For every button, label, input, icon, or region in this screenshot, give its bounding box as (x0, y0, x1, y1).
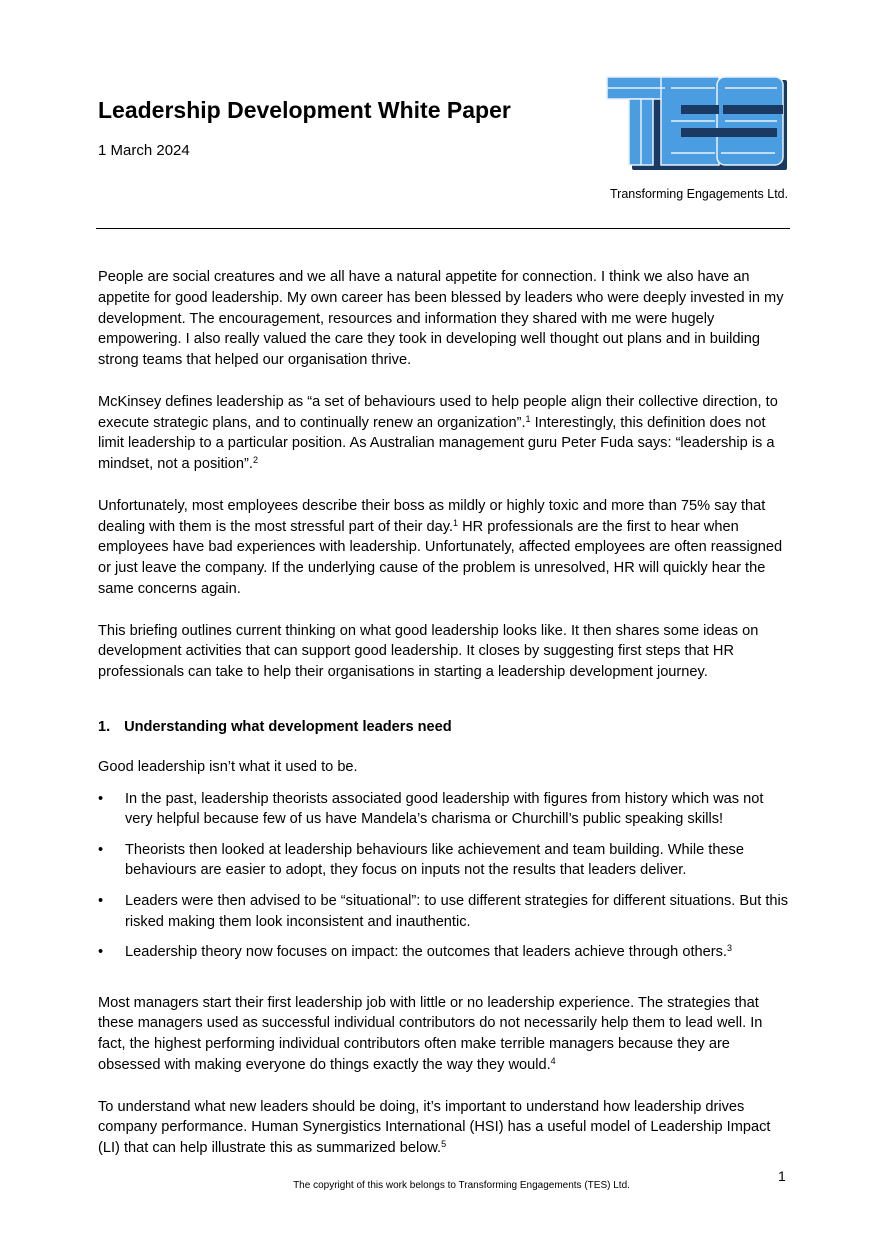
bullet-icon: • (98, 790, 104, 807)
bullet-list (98, 789, 790, 963)
paragraph-text: Interestingly, this definition does not limit leadership to a particular position. As Australian management guru Peter Fuda says: “leadership is a mindset, not a position”. (98, 414, 775, 473)
copyright-footer: The copyright of this work belongs to Transforming Engagements (TES) Ltd. (293, 1180, 630, 1191)
footnote-ref: 4 (550, 1056, 556, 1066)
paragraph-toxic-bosses (98, 496, 790, 600)
list-item (98, 942, 790, 963)
bullet-icon: • (98, 892, 104, 909)
footnote-ref: 2 (252, 455, 258, 466)
paragraph-intro: People are social creatures and we all have a natural appetite for connection. I think we also have an appetite for good leadership. My own career has been blessed by leaders who were deeply invested in my development. The encouragement, resources and information they shared with me were hugely empowering. I also really valued the care they took in developing well thought out plans and in building strong teams that helped our organisation thrive. (98, 269, 784, 369)
company-name: Transforming Engagements Ltd. (610, 187, 789, 201)
footnote-ref: 1 (453, 517, 459, 528)
list-item (98, 891, 790, 933)
footnote-ref: 5 (441, 1139, 447, 1150)
paragraph-hsi-model (98, 1097, 790, 1159)
document-date: 1 March 2024 (98, 142, 190, 159)
paragraph-text: Most managers start their first leadership job with little or no leadership experience. The strategies that these managers used as successful individual contributors do not necessarily help them to lead well. In fact, the highest performing individual contributors often make terrible managers because they are obsessed with making everyone do things exactly the way they would. (98, 994, 763, 1073)
list-item-text: In the past, leadership theorists associated good leadership with figures from history which was not very helpful because few of us have Mandela’s charisma or Churchill’s public speaking skills! (125, 790, 764, 828)
paragraph-text: To understand what new leaders should be doing, it’s important to understand how leadership drives company performance. Human Synergistics International (HSI) has a useful model of Leadership Impact (LI) that can help illustrate this as summarized below. (98, 1098, 771, 1157)
list-item (98, 840, 790, 882)
paragraph-text: HR professionals are the first to hear when employees have bad experiences with leadership. Unfortunately, affected employees are often reassigned or just leave the company. If the underlying cause of the problem is unresolved, HR will quickly hear the same concerns again. (98, 518, 783, 597)
tes-logo (605, 75, 787, 171)
list-item-text: Leadership theory now focuses on impact: the outcomes that leaders achieve through others. (125, 943, 727, 960)
document-title: Leadership Development White Paper (98, 97, 511, 123)
bullet-icon: • (98, 841, 104, 858)
paragraph-new-managers (98, 993, 790, 1076)
section-title: Understanding what development leaders need (124, 718, 452, 735)
list-item-text: Leaders were then advised to be “situational”: to use different strategies for different situations. But this risked making them look inconsistent and inauthentic. (125, 892, 789, 930)
section-number: 1. (98, 718, 111, 735)
section-intro: Good leadership isn’t what it used to be. (98, 758, 358, 775)
header-divider (96, 228, 790, 229)
paragraph-definition (98, 392, 790, 475)
list-item-text: Theorists then looked at leadership behaviours like achievement and team building. While these behaviours are easier to adopt, they focus on inputs not the results that leaders deliver. (125, 841, 744, 879)
bullet-icon: • (98, 943, 104, 960)
paragraph-briefing-outline: This briefing outlines current thinking on what good leadership looks like. It then shares some ideas on development activities that can support good leadership. It closes by suggesting first steps that HR professionals can take to help their organisations in starting a leadership development journey. (98, 622, 759, 681)
footnote-ref: 1 (525, 413, 531, 424)
paragraph-text: Unfortunately, most employees describe their boss as mildly or highly toxic and more than 75% say that dealing with them is the most stressful part of their day. (98, 497, 766, 535)
list-item (98, 789, 790, 831)
document-body (98, 267, 790, 1180)
section-heading (98, 717, 790, 738)
page-number: 1 (778, 1168, 786, 1184)
paragraph-text: McKinsey defines leadership as “a set of behaviours used to help people align their collective direction, to execute strategic plans, and to continually renew an organization”. (98, 393, 778, 431)
footnote-ref: 3 (726, 942, 732, 953)
